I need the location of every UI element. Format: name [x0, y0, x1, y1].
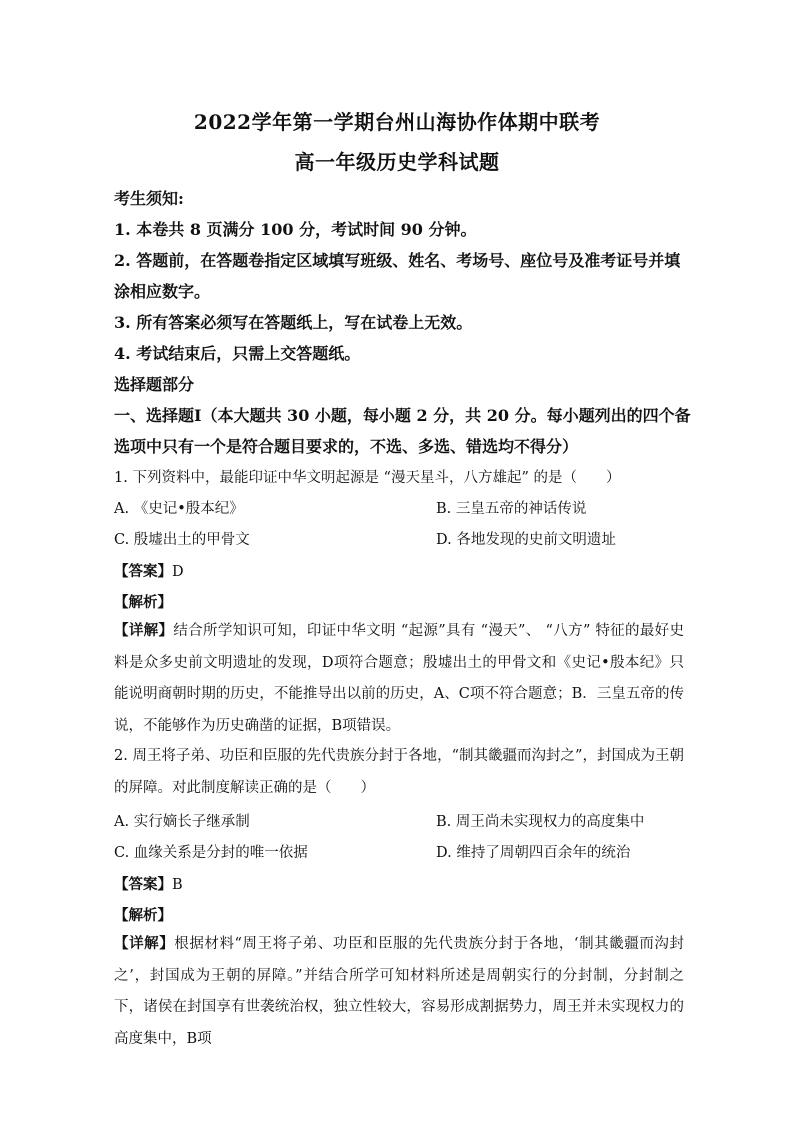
question-1-option-d: D. 各地发现的史前文明遗址	[436, 532, 616, 548]
question-2-option-d: D. 维持了周朝四百余年的统治	[436, 845, 631, 861]
exam-title: 2022学年第一学期台州山海协作体期中联考	[193, 110, 601, 134]
question-2-option-b: B. 周王尚未实现权力的高度集中	[436, 814, 645, 830]
answer-value: D	[172, 564, 184, 580]
answer-label: 【答案】	[114, 876, 172, 893]
notice-item-2-cont: 涂相应数字。	[114, 282, 211, 301]
notice-heading: 考生须知:	[114, 189, 184, 208]
section-heading-line2: 选项中只有一个是符合题目要求的，不选、多选、错选均不得分）	[114, 437, 579, 456]
detail-label: 【详解】	[114, 935, 175, 952]
question-1-option-a: A. 《史记•殷本纪》	[114, 501, 244, 517]
notice-item-2: 2. 答题前，在答题卷指定区域填写班级、姓名、考场号、座位号及准考证号并填	[114, 251, 681, 270]
question-2-stem: 2. 周王将子弟、功臣和臣服的先代贵族分封于各地，“制其畿疆而沟封之”，封国成为王朝的屏障。对此制度解读正确的是（ ）	[114, 748, 684, 796]
detail-text: 根据材料“周王将子弟、功臣和臣服的先代贵族分封于各地，‘制其畿疆而沟封之’，封国成为王朝的屏障。”并结合所学可知材料所述是周朝实行的分封制，分封制之下，诸侯在封国享有世袭统治权，独立性较大，容易形成割据势力，周王并未实现权力的高度集中，B项	[114, 936, 684, 1047]
section-part-label: 选择题部分	[114, 375, 195, 394]
question-2-answer-row	[114, 873, 183, 894]
detail-text: 结合所学知识可知，印证中华文明 “起源”具有 “漫天”、 “八方” 特征的最好史料是众多史前文明遗址的发现，D项符合题意；殷墟出土的甲骨文和《史记•殷本纪》只能说明商朝时期的历史，不能推导出以前的历史，A、C项不符合题意；B．三皇五帝的传说，不能够作为历史确凿的证据，B项错误。	[114, 623, 684, 734]
answer-label: 【答案】	[114, 563, 172, 580]
question-1-answer-row	[114, 560, 184, 581]
detail-label: 【详解】	[114, 622, 174, 639]
notice-item-3: 3. 所有答案必须写在答题纸上，写在试卷上无效。	[114, 313, 473, 332]
question-1-detail	[114, 615, 684, 742]
answer-value: B	[172, 877, 183, 893]
question-1-analysis-label: 【解析】	[114, 594, 172, 611]
question-2-option-c: C. 血缘关系是分封的唯一依据	[114, 845, 308, 861]
exam-subtitle: 高一年级历史学科试题	[294, 150, 500, 174]
question-1-stem: 1. 下列资料中，最能印证中华文明起源是 “漫天星斗，八方雄起” 的是（ ）	[114, 470, 621, 486]
notice-item-1: 1. 本卷共 8 页满分 100 分，考试时间 90 分钟。	[114, 220, 477, 239]
notice-item-4: 4. 考试结束后，只需上交答题纸。	[114, 344, 361, 363]
question-2-detail	[114, 928, 684, 1055]
question-1-option-b: B. 三皇五帝的神话传说	[436, 501, 587, 517]
question-2-analysis-label: 【解析】	[114, 907, 172, 924]
section-heading-line1: 一、选择题Ⅰ（本大题共 30 小题，每小题 2 分，共 20 分。每小题列出的四个备	[114, 406, 691, 425]
question-2-option-a: A. 实行嫡长子继承制	[114, 814, 250, 830]
question-1-option-c: C. 殷墟出土的甲骨文	[114, 532, 250, 548]
